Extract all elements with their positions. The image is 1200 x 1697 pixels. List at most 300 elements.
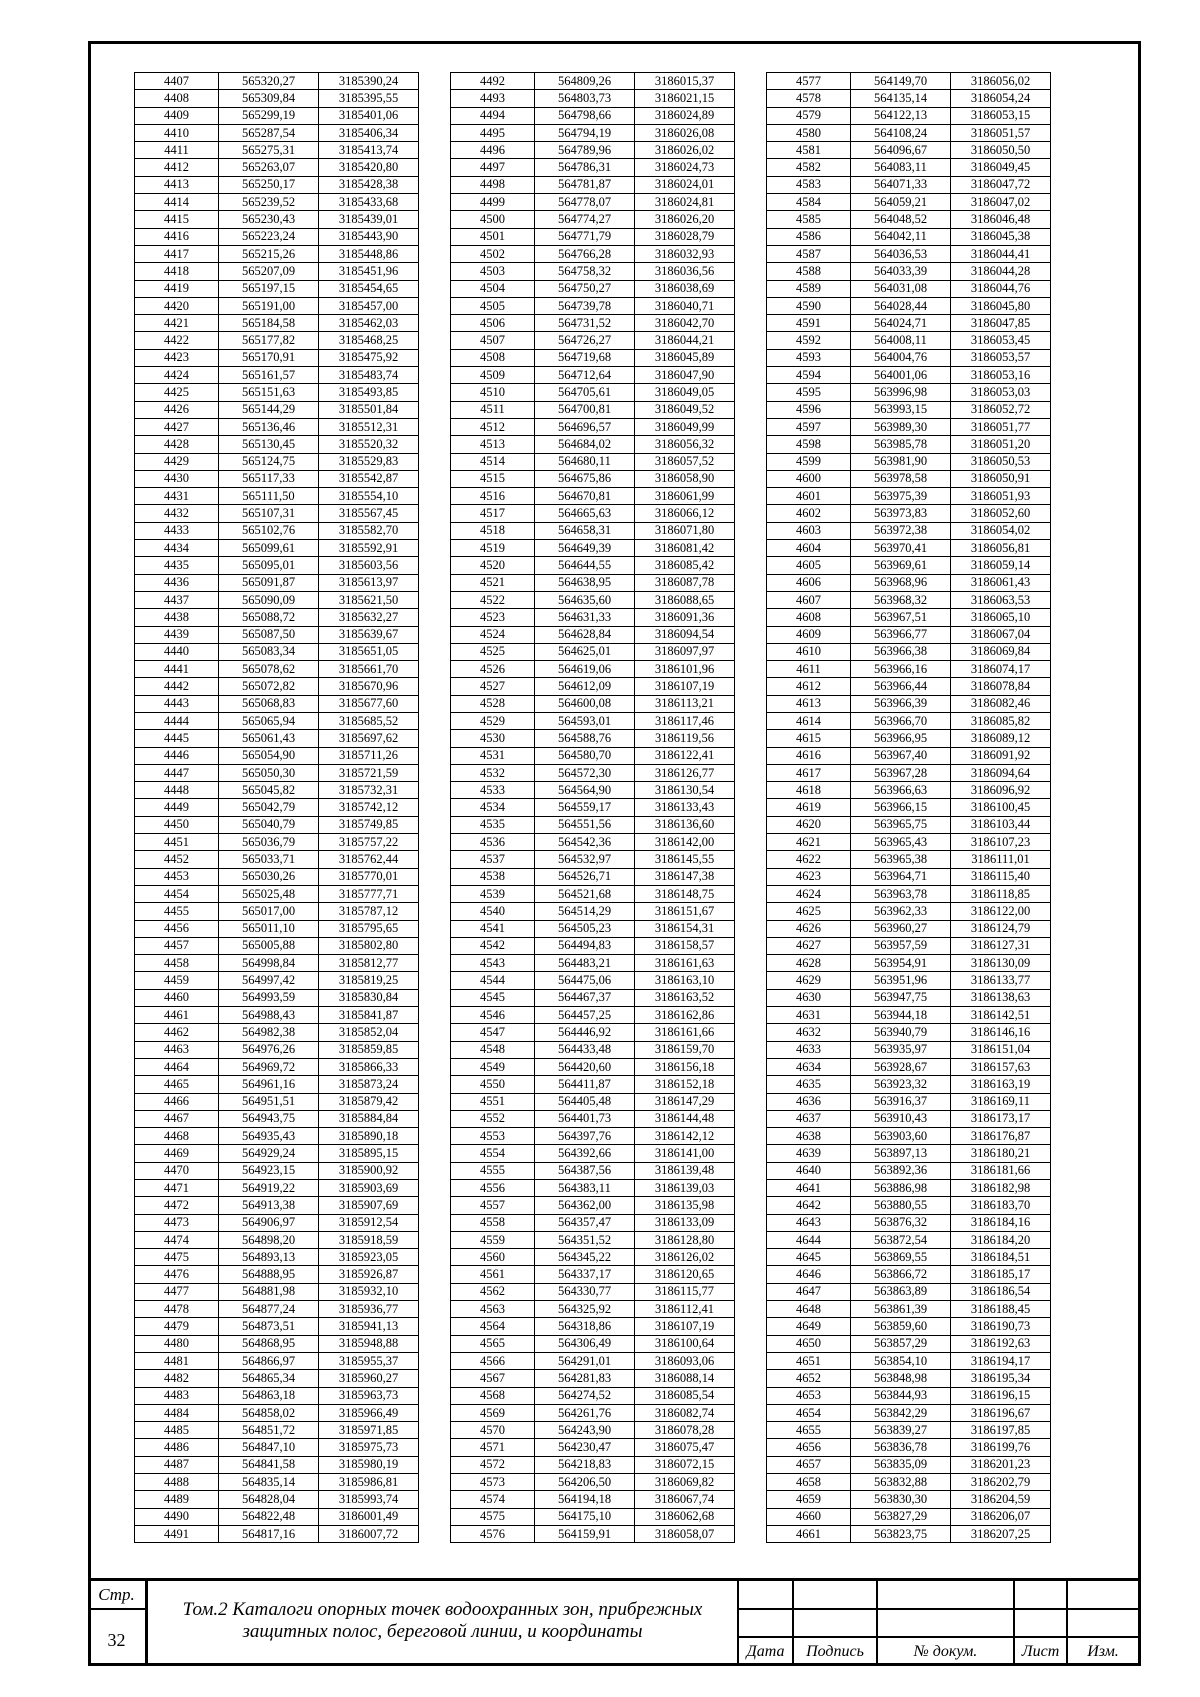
point-number-cell: 4554 xyxy=(451,1145,535,1162)
x-coordinate-cell: 563916,37 xyxy=(851,1093,951,1110)
table-row xyxy=(451,1387,735,1404)
table-row xyxy=(451,955,735,972)
point-number-cell: 4515 xyxy=(451,470,535,487)
table-row xyxy=(135,557,419,574)
y-coordinate-cell: 3186161,63 xyxy=(635,955,735,972)
table-row xyxy=(767,695,1051,712)
table-row xyxy=(135,661,419,678)
x-coordinate-cell: 564001,06 xyxy=(851,367,951,384)
point-number-cell: 4490 xyxy=(135,1508,219,1525)
y-coordinate-cell: 3186139,03 xyxy=(635,1180,735,1197)
x-coordinate-cell: 564457,25 xyxy=(535,1007,635,1024)
table-row xyxy=(767,782,1051,799)
point-number-cell: 4538 xyxy=(451,868,535,885)
table-row xyxy=(135,228,419,245)
x-coordinate-cell: 564401,73 xyxy=(535,1110,635,1127)
table-row xyxy=(135,1422,419,1439)
x-coordinate-cell: 564841,58 xyxy=(219,1456,319,1473)
table-row xyxy=(767,1093,1051,1110)
x-coordinate-cell: 563954,91 xyxy=(851,955,951,972)
x-coordinate-cell: 564526,71 xyxy=(535,868,635,885)
table-row xyxy=(451,885,735,902)
y-coordinate-cell: 3186024,89 xyxy=(635,107,735,124)
point-number-cell: 4512 xyxy=(451,418,535,435)
table-row xyxy=(135,367,419,384)
point-number-cell: 4581 xyxy=(767,142,851,159)
point-number-cell: 4460 xyxy=(135,989,219,1006)
point-number-cell: 4440 xyxy=(135,643,219,660)
y-coordinate-cell: 3186120,65 xyxy=(635,1266,735,1283)
x-coordinate-cell: 564108,24 xyxy=(851,124,951,141)
y-coordinate-cell: 3185932,10 xyxy=(319,1283,419,1300)
x-coordinate-cell: 565130,45 xyxy=(219,436,319,453)
y-coordinate-cell: 3186186,54 xyxy=(951,1283,1051,1300)
point-number-cell: 4587 xyxy=(767,245,851,262)
y-coordinate-cell: 3186103,44 xyxy=(951,816,1051,833)
x-coordinate-cell: 564828,04 xyxy=(219,1491,319,1508)
table-row xyxy=(135,1076,419,1093)
x-coordinate-cell: 563880,55 xyxy=(851,1197,951,1214)
x-coordinate-cell: 563872,54 xyxy=(851,1231,951,1248)
y-coordinate-cell: 3185454,65 xyxy=(319,280,419,297)
y-coordinate-cell: 3186036,56 xyxy=(635,263,735,280)
point-number-cell: 4582 xyxy=(767,159,851,176)
point-number-cell: 4610 xyxy=(767,643,851,660)
y-coordinate-cell: 3186053,57 xyxy=(951,349,1051,366)
point-number-cell: 4557 xyxy=(451,1197,535,1214)
point-number-cell: 4465 xyxy=(135,1076,219,1093)
signature-label: Подпись xyxy=(806,1643,864,1660)
y-coordinate-cell: 3186045,89 xyxy=(635,349,735,366)
x-coordinate-cell: 563859,60 xyxy=(851,1318,951,1335)
point-number-cell: 4578 xyxy=(767,90,851,107)
point-number-cell: 4583 xyxy=(767,176,851,193)
y-coordinate-cell: 3186015,37 xyxy=(635,73,735,90)
table-row xyxy=(451,384,735,401)
y-coordinate-cell: 3186088,65 xyxy=(635,591,735,608)
y-coordinate-cell: 3185903,69 xyxy=(319,1180,419,1197)
point-number-cell: 4427 xyxy=(135,418,219,435)
table-row xyxy=(767,90,1051,107)
y-coordinate-cell: 3186097,97 xyxy=(635,643,735,660)
x-coordinate-cell: 563928,67 xyxy=(851,1058,951,1075)
table-row xyxy=(767,522,1051,539)
table-row xyxy=(451,159,735,176)
point-number-cell: 4619 xyxy=(767,799,851,816)
point-number-cell: 4541 xyxy=(451,920,535,937)
point-number-cell: 4450 xyxy=(135,816,219,833)
y-coordinate-cell: 3186173,17 xyxy=(951,1110,1051,1127)
point-number-cell: 4609 xyxy=(767,626,851,643)
point-number-cell: 4463 xyxy=(135,1041,219,1058)
point-number-cell: 4457 xyxy=(135,937,219,954)
x-coordinate-cell: 564988,43 xyxy=(219,1007,319,1024)
table-row xyxy=(451,107,735,124)
point-number-cell: 4477 xyxy=(135,1283,219,1300)
y-coordinate-cell: 3186181,66 xyxy=(951,1162,1051,1179)
x-coordinate-cell: 565184,58 xyxy=(219,315,319,332)
table-row xyxy=(767,124,1051,141)
y-coordinate-cell: 3186163,10 xyxy=(635,972,735,989)
x-coordinate-cell: 563830,30 xyxy=(851,1491,951,1508)
y-coordinate-cell: 3186142,00 xyxy=(635,834,735,851)
table-row xyxy=(767,488,1051,505)
y-coordinate-cell: 3185448,86 xyxy=(319,245,419,262)
point-number-cell: 4548 xyxy=(451,1041,535,1058)
x-coordinate-cell: 564521,68 xyxy=(535,885,635,902)
point-number-cell: 4474 xyxy=(135,1231,219,1248)
point-number-cell: 4435 xyxy=(135,557,219,574)
table-row xyxy=(767,712,1051,729)
table-row xyxy=(451,280,735,297)
point-number-cell: 4444 xyxy=(135,712,219,729)
point-number-cell: 4535 xyxy=(451,816,535,833)
y-coordinate-cell: 3186044,28 xyxy=(951,263,1051,280)
point-number-cell: 4628 xyxy=(767,955,851,972)
x-coordinate-cell: 564696,57 xyxy=(535,418,635,435)
table-row xyxy=(767,920,1051,937)
sheet-label: Лист xyxy=(1021,1643,1060,1660)
point-number-cell: 4644 xyxy=(767,1231,851,1248)
table-row xyxy=(767,349,1051,366)
date-label: Дата xyxy=(746,1643,785,1660)
x-coordinate-cell: 563947,75 xyxy=(851,989,951,1006)
page-number: 32 xyxy=(107,1630,126,1650)
x-coordinate-cell: 564206,50 xyxy=(535,1474,635,1491)
table-row xyxy=(767,903,1051,920)
x-coordinate-cell: 565287,54 xyxy=(219,124,319,141)
y-coordinate-cell: 3186050,53 xyxy=(951,453,1051,470)
point-number-cell: 4493 xyxy=(451,90,535,107)
x-coordinate-cell: 563863,89 xyxy=(851,1283,951,1300)
x-coordinate-cell: 563861,39 xyxy=(851,1301,951,1318)
x-coordinate-cell: 565068,83 xyxy=(219,695,319,712)
point-number-cell: 4658 xyxy=(767,1474,851,1491)
point-number-cell: 4533 xyxy=(451,782,535,799)
x-coordinate-cell: 564794,19 xyxy=(535,124,635,141)
point-number-cell: 4464 xyxy=(135,1058,219,1075)
y-coordinate-cell: 3186026,20 xyxy=(635,211,735,228)
table-row xyxy=(767,436,1051,453)
table-row xyxy=(767,245,1051,262)
y-coordinate-cell: 3186024,73 xyxy=(635,159,735,176)
table-row xyxy=(767,609,1051,626)
y-coordinate-cell: 3185873,24 xyxy=(319,1076,419,1093)
x-coordinate-cell: 563969,61 xyxy=(851,557,951,574)
x-coordinate-cell: 564261,76 xyxy=(535,1404,635,1421)
table-row xyxy=(451,1283,735,1300)
y-coordinate-cell: 3186075,47 xyxy=(635,1439,735,1456)
table-row xyxy=(451,1422,735,1439)
table-row xyxy=(451,1352,735,1369)
table-row xyxy=(767,1404,1051,1421)
point-number-cell: 4537 xyxy=(451,851,535,868)
table-row xyxy=(767,418,1051,435)
point-number-cell: 4564 xyxy=(451,1318,535,1335)
point-number-cell: 4594 xyxy=(767,367,851,384)
y-coordinate-cell: 3185975,73 xyxy=(319,1439,419,1456)
y-coordinate-cell: 3186144,48 xyxy=(635,1110,735,1127)
x-coordinate-cell: 565091,87 xyxy=(219,574,319,591)
y-coordinate-cell: 3186163,52 xyxy=(635,989,735,1006)
x-coordinate-cell: 564712,64 xyxy=(535,367,635,384)
y-coordinate-cell: 3186001,49 xyxy=(319,1508,419,1525)
table-row xyxy=(135,834,419,851)
point-number-cell: 4481 xyxy=(135,1352,219,1369)
y-coordinate-cell: 3186107,19 xyxy=(635,1318,735,1335)
point-number-cell: 4430 xyxy=(135,470,219,487)
x-coordinate-cell: 564564,90 xyxy=(535,782,635,799)
x-coordinate-cell: 563966,39 xyxy=(851,695,951,712)
x-coordinate-cell: 563944,18 xyxy=(851,1007,951,1024)
table-row xyxy=(451,730,735,747)
point-number-cell: 4629 xyxy=(767,972,851,989)
point-number-cell: 4414 xyxy=(135,194,219,211)
table-row xyxy=(767,955,1051,972)
table-row xyxy=(451,1249,735,1266)
point-number-cell: 4536 xyxy=(451,834,535,851)
table-row xyxy=(451,1024,735,1041)
point-number-cell: 4580 xyxy=(767,124,851,141)
point-number-cell: 4579 xyxy=(767,107,851,124)
x-coordinate-cell: 564873,51 xyxy=(219,1318,319,1335)
point-number-cell: 4497 xyxy=(451,159,535,176)
table-row xyxy=(135,1508,419,1525)
y-coordinate-cell: 3185520,32 xyxy=(319,436,419,453)
point-number-cell: 4485 xyxy=(135,1422,219,1439)
point-number-cell: 4577 xyxy=(767,73,851,90)
y-coordinate-cell: 3186176,87 xyxy=(951,1128,1051,1145)
x-coordinate-cell: 565144,29 xyxy=(219,401,319,418)
y-coordinate-cell: 3186061,43 xyxy=(951,574,1051,591)
point-number-cell: 4503 xyxy=(451,263,535,280)
y-coordinate-cell: 3186094,54 xyxy=(635,626,735,643)
x-coordinate-cell: 564809,26 xyxy=(535,73,635,90)
x-coordinate-cell: 563876,32 xyxy=(851,1214,951,1231)
table-row xyxy=(135,470,419,487)
y-coordinate-cell: 3186094,64 xyxy=(951,764,1051,781)
point-number-cell: 4432 xyxy=(135,505,219,522)
point-number-cell: 4599 xyxy=(767,453,851,470)
table-row xyxy=(451,1491,735,1508)
y-coordinate-cell: 3185787,12 xyxy=(319,903,419,920)
x-coordinate-cell: 565250,17 xyxy=(219,176,319,193)
point-number-cell: 4521 xyxy=(451,574,535,591)
x-coordinate-cell: 564330,77 xyxy=(535,1283,635,1300)
table-row xyxy=(451,1370,735,1387)
y-coordinate-cell: 3186069,84 xyxy=(951,643,1051,660)
y-coordinate-cell: 3186091,92 xyxy=(951,747,1051,764)
y-coordinate-cell: 3186049,05 xyxy=(635,384,735,401)
y-coordinate-cell: 3186045,38 xyxy=(951,228,1051,245)
x-coordinate-cell: 564494,83 xyxy=(535,937,635,954)
x-coordinate-cell: 564877,24 xyxy=(219,1301,319,1318)
point-number-cell: 4556 xyxy=(451,1180,535,1197)
table-row xyxy=(451,868,735,885)
x-coordinate-cell: 564475,06 xyxy=(535,972,635,989)
y-coordinate-cell: 3185770,01 xyxy=(319,868,419,885)
title-block-divider xyxy=(737,1636,1138,1638)
point-number-cell: 4448 xyxy=(135,782,219,799)
x-coordinate-cell: 564798,66 xyxy=(535,107,635,124)
y-coordinate-cell: 3186152,18 xyxy=(635,1076,735,1093)
table-row xyxy=(451,522,735,539)
y-coordinate-cell: 3186180,21 xyxy=(951,1145,1051,1162)
x-coordinate-cell: 564281,83 xyxy=(535,1370,635,1387)
x-coordinate-cell: 565111,50 xyxy=(219,488,319,505)
x-coordinate-cell: 564383,11 xyxy=(535,1180,635,1197)
y-coordinate-cell: 3186159,70 xyxy=(635,1041,735,1058)
y-coordinate-cell: 3186151,67 xyxy=(635,903,735,920)
title-block-divider xyxy=(737,1608,1138,1610)
y-coordinate-cell: 3185697,62 xyxy=(319,730,419,747)
table-row xyxy=(767,280,1051,297)
point-number-cell: 4494 xyxy=(451,107,535,124)
y-coordinate-cell: 3186207,25 xyxy=(951,1525,1051,1542)
y-coordinate-cell: 3186066,12 xyxy=(635,505,735,522)
y-coordinate-cell: 3185907,69 xyxy=(319,1197,419,1214)
x-coordinate-cell: 565065,94 xyxy=(219,712,319,729)
table-row xyxy=(767,1439,1051,1456)
y-coordinate-cell: 3185651,05 xyxy=(319,643,419,660)
y-coordinate-cell: 3186047,90 xyxy=(635,367,735,384)
y-coordinate-cell: 3185685,52 xyxy=(319,712,419,729)
table-row xyxy=(451,764,735,781)
table-row xyxy=(767,1318,1051,1335)
table-row xyxy=(135,1180,419,1197)
x-coordinate-cell: 565117,33 xyxy=(219,470,319,487)
y-coordinate-cell: 3185926,87 xyxy=(319,1266,419,1283)
point-number-cell: 4570 xyxy=(451,1422,535,1439)
x-coordinate-cell: 563968,32 xyxy=(851,591,951,608)
table-row xyxy=(451,142,735,159)
y-coordinate-cell: 3186026,02 xyxy=(635,142,735,159)
x-coordinate-cell: 563975,39 xyxy=(851,488,951,505)
y-coordinate-cell: 3185971,85 xyxy=(319,1422,419,1439)
point-number-cell: 4596 xyxy=(767,401,851,418)
table-row xyxy=(767,1335,1051,1352)
y-coordinate-cell: 3185941,13 xyxy=(319,1318,419,1335)
y-coordinate-cell: 3186192,63 xyxy=(951,1335,1051,1352)
table-row xyxy=(767,1110,1051,1127)
y-coordinate-cell: 3186161,66 xyxy=(635,1024,735,1041)
point-number-cell: 4576 xyxy=(451,1525,535,1542)
table-row xyxy=(135,1007,419,1024)
y-coordinate-cell: 3186197,85 xyxy=(951,1422,1051,1439)
point-number-cell: 4616 xyxy=(767,747,851,764)
point-number-cell: 4586 xyxy=(767,228,851,245)
x-coordinate-cell: 565087,50 xyxy=(219,626,319,643)
x-coordinate-cell: 563964,71 xyxy=(851,868,951,885)
x-coordinate-cell: 563963,78 xyxy=(851,885,951,902)
y-coordinate-cell: 3186196,15 xyxy=(951,1387,1051,1404)
x-coordinate-cell: 563857,29 xyxy=(851,1335,951,1352)
table-row xyxy=(767,1197,1051,1214)
table-row xyxy=(135,1231,419,1248)
x-coordinate-cell: 564781,87 xyxy=(535,176,635,193)
y-coordinate-cell: 3185721,59 xyxy=(319,764,419,781)
table-row xyxy=(135,349,419,366)
point-number-cell: 4428 xyxy=(135,436,219,453)
point-number-cell: 4545 xyxy=(451,989,535,1006)
point-number-cell: 4589 xyxy=(767,280,851,297)
y-coordinate-cell: 3186078,84 xyxy=(951,678,1051,695)
y-coordinate-cell: 3186056,32 xyxy=(635,436,735,453)
table-row xyxy=(767,1474,1051,1491)
table-row xyxy=(135,107,419,124)
y-coordinate-cell: 3185749,85 xyxy=(319,816,419,833)
table-row xyxy=(451,1076,735,1093)
x-coordinate-cell: 565136,46 xyxy=(219,418,319,435)
table-row xyxy=(135,1058,419,1075)
y-coordinate-cell: 3186122,00 xyxy=(951,903,1051,920)
point-number-cell: 4418 xyxy=(135,263,219,280)
y-coordinate-cell: 3186078,28 xyxy=(635,1422,735,1439)
table-row xyxy=(135,1214,419,1231)
point-number-cell: 4566 xyxy=(451,1352,535,1369)
table-row xyxy=(451,1214,735,1231)
point-number-cell: 4632 xyxy=(767,1024,851,1041)
point-number-cell: 4598 xyxy=(767,436,851,453)
table-row xyxy=(451,1335,735,1352)
table-row xyxy=(135,609,419,626)
table-row xyxy=(451,1110,735,1127)
point-number-cell: 4434 xyxy=(135,540,219,557)
point-number-cell: 4419 xyxy=(135,280,219,297)
table-row xyxy=(767,764,1051,781)
x-coordinate-cell: 564675,86 xyxy=(535,470,635,487)
point-number-cell: 4622 xyxy=(767,851,851,868)
table-row xyxy=(135,1093,419,1110)
table-row xyxy=(767,540,1051,557)
table-row xyxy=(451,1508,735,1525)
table-row xyxy=(767,557,1051,574)
x-coordinate-cell: 563827,29 xyxy=(851,1508,951,1525)
point-number-cell: 4429 xyxy=(135,453,219,470)
table-row xyxy=(135,418,419,435)
x-coordinate-cell: 563966,38 xyxy=(851,643,951,660)
point-number-cell: 4452 xyxy=(135,851,219,868)
table-row xyxy=(767,159,1051,176)
point-number-cell: 4454 xyxy=(135,885,219,902)
y-coordinate-cell: 3185406,34 xyxy=(319,124,419,141)
table-row xyxy=(767,1266,1051,1283)
x-coordinate-cell: 564739,78 xyxy=(535,297,635,314)
point-number-cell: 4453 xyxy=(135,868,219,885)
y-coordinate-cell: 3186050,50 xyxy=(951,142,1051,159)
point-number-cell: 4555 xyxy=(451,1162,535,1179)
x-coordinate-cell: 563965,75 xyxy=(851,816,951,833)
point-number-cell: 4534 xyxy=(451,799,535,816)
y-coordinate-cell: 3186194,17 xyxy=(951,1352,1051,1369)
x-coordinate-cell: 564858,02 xyxy=(219,1404,319,1421)
table-row xyxy=(767,730,1051,747)
x-coordinate-cell: 564033,39 xyxy=(851,263,951,280)
y-coordinate-cell: 3186061,99 xyxy=(635,488,735,505)
x-coordinate-cell: 564175,10 xyxy=(535,1508,635,1525)
point-number-cell: 4480 xyxy=(135,1335,219,1352)
x-coordinate-cell: 563966,70 xyxy=(851,712,951,729)
x-coordinate-cell: 565042,79 xyxy=(219,799,319,816)
table-row xyxy=(451,245,735,262)
point-number-cell: 4496 xyxy=(451,142,535,159)
table-row xyxy=(135,747,419,764)
table-row xyxy=(451,609,735,626)
y-coordinate-cell: 3186053,15 xyxy=(951,107,1051,124)
x-coordinate-cell: 563962,33 xyxy=(851,903,951,920)
point-number-cell: 4412 xyxy=(135,159,219,176)
y-coordinate-cell: 3185830,84 xyxy=(319,989,419,1006)
